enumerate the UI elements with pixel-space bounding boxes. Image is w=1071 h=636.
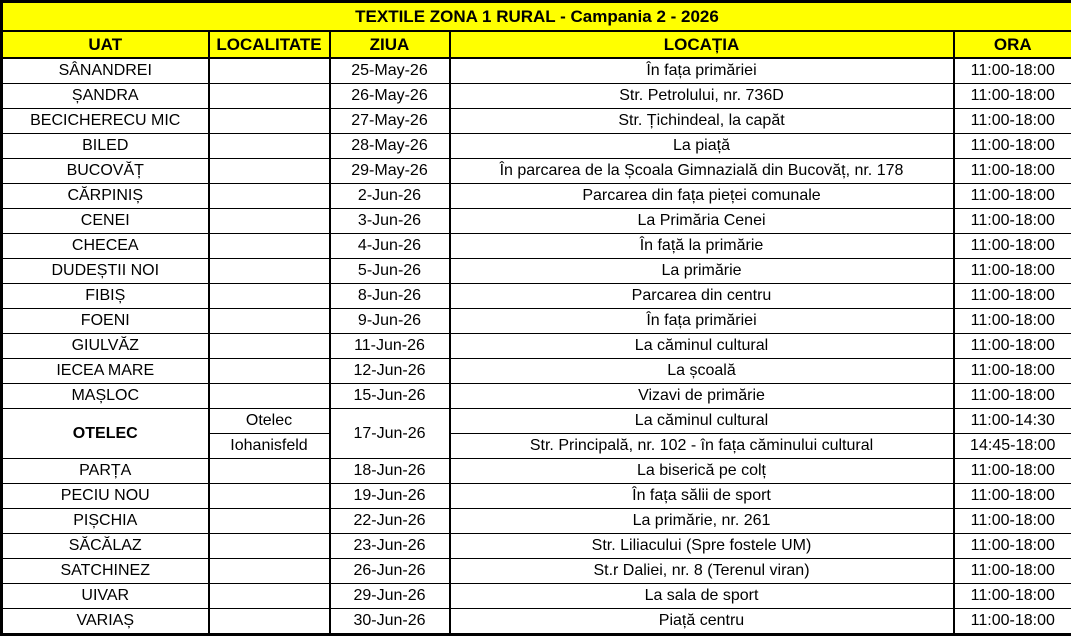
locatia-cell: La sala de sport xyxy=(450,584,954,609)
uat-cell: CHECEA xyxy=(2,234,209,259)
ziua-cell: 29-Jun-26 xyxy=(330,584,450,609)
ora-cell: 11:00-18:00 xyxy=(954,309,1071,334)
localitate-cell xyxy=(209,259,330,284)
localitate-cell xyxy=(209,384,330,409)
locatia-cell: Piață centru xyxy=(450,609,954,635)
locatia-cell: La căminul cultural xyxy=(450,409,954,434)
ziua-cell: 3-Jun-26 xyxy=(330,209,450,234)
locatia-cell: În fața primăriei xyxy=(450,58,954,84)
locatia-cell: În față la primărie xyxy=(450,234,954,259)
uat-cell: SÂNANDREI xyxy=(2,58,209,84)
localitate-cell xyxy=(209,534,330,559)
table-row xyxy=(2,159,1071,184)
table-body xyxy=(2,58,1071,635)
title-row xyxy=(2,2,1071,32)
table-row xyxy=(2,609,1071,635)
table-row xyxy=(2,534,1071,559)
localitate-cell xyxy=(209,84,330,109)
table-row xyxy=(2,484,1071,509)
ziua-cell: 22-Jun-26 xyxy=(330,509,450,534)
table-row xyxy=(2,284,1071,309)
table-row xyxy=(2,234,1071,259)
localitate-cell: Iohanisfeld xyxy=(209,434,330,459)
ziua-cell: 17-Jun-26 xyxy=(330,409,450,459)
locatia-cell: În fața primăriei xyxy=(450,309,954,334)
table-row xyxy=(2,384,1071,409)
ora-cell: 11:00-18:00 xyxy=(954,534,1071,559)
locatia-cell: Vizavi de primărie xyxy=(450,384,954,409)
ora-cell: 11:00-18:00 xyxy=(954,259,1071,284)
ziua-cell: 12-Jun-26 xyxy=(330,359,450,384)
locatia-cell: St.r Daliei, nr. 8 (Terenul viran) xyxy=(450,559,954,584)
localitate-cell xyxy=(209,134,330,159)
localitate-cell xyxy=(209,584,330,609)
ora-cell: 11:00-18:00 xyxy=(954,134,1071,159)
ziua-cell: 29-May-26 xyxy=(330,159,450,184)
locatia-cell: La primărie xyxy=(450,259,954,284)
ora-cell: 11:00-14:30 xyxy=(954,409,1071,434)
ziua-cell: 28-May-26 xyxy=(330,134,450,159)
ora-cell: 11:00-18:00 xyxy=(954,184,1071,209)
uat-cell: MAȘLOC xyxy=(2,384,209,409)
uat-cell: SATCHINEZ xyxy=(2,559,209,584)
locatia-cell: Str. Petrolului, nr. 736D xyxy=(450,84,954,109)
ziua-cell: 27-May-26 xyxy=(330,109,450,134)
table-row xyxy=(2,409,1071,434)
uat-cell: FOENI xyxy=(2,309,209,334)
localitate-cell xyxy=(209,58,330,84)
locatia-cell: Str. Principală, nr. 102 - în fața căminului cultural xyxy=(450,434,954,459)
locatia-cell: În parcarea de la Școala Gimnazială din Bucovăț, nr. 178 xyxy=(450,159,954,184)
ziua-cell: 30-Jun-26 xyxy=(330,609,450,635)
localitate-cell xyxy=(209,609,330,635)
localitate-cell xyxy=(209,559,330,584)
locatia-cell: În fața sălii de sport xyxy=(450,484,954,509)
uat-cell: OTELEC xyxy=(2,409,209,459)
ziua-cell: 26-May-26 xyxy=(330,84,450,109)
localitate-cell xyxy=(209,334,330,359)
ziua-cell: 19-Jun-26 xyxy=(330,484,450,509)
table-row xyxy=(2,584,1071,609)
ora-cell: 11:00-18:00 xyxy=(954,159,1071,184)
localitate-cell xyxy=(209,359,330,384)
uat-cell: GIULVĂZ xyxy=(2,334,209,359)
column-header-locatia: LOCAȚIA xyxy=(450,31,954,58)
locatia-cell: Parcarea din fața pieței comunale xyxy=(450,184,954,209)
ziua-cell: 2-Jun-26 xyxy=(330,184,450,209)
uat-cell: BUCOVĂȚ xyxy=(2,159,209,184)
column-header-localitate: LOCALITATE xyxy=(209,31,330,58)
uat-cell: FIBIȘ xyxy=(2,284,209,309)
page-title: TEXTILE ZONA 1 RURAL - Campania 2 - 2026 xyxy=(2,2,1071,32)
uat-cell: BILED xyxy=(2,134,209,159)
ziua-cell: 15-Jun-26 xyxy=(330,384,450,409)
locatia-cell: La școală xyxy=(450,359,954,384)
localitate-cell xyxy=(209,459,330,484)
uat-cell: DUDEȘTII NOI xyxy=(2,259,209,284)
uat-cell: UIVAR xyxy=(2,584,209,609)
table-row xyxy=(2,309,1071,334)
ziua-cell: 5-Jun-26 xyxy=(330,259,450,284)
localitate-cell xyxy=(209,234,330,259)
table-row xyxy=(2,509,1071,534)
ora-cell: 11:00-18:00 xyxy=(954,384,1071,409)
table-row xyxy=(2,359,1071,384)
localitate-cell xyxy=(209,284,330,309)
localitate-cell xyxy=(209,509,330,534)
locatia-cell: Str. Țichindeal, la capăt xyxy=(450,109,954,134)
locatia-cell: La primărie, nr. 261 xyxy=(450,509,954,534)
ziua-cell: 9-Jun-26 xyxy=(330,309,450,334)
table-row xyxy=(2,58,1071,84)
ora-cell: 11:00-18:00 xyxy=(954,359,1071,384)
ora-cell: 11:00-18:00 xyxy=(954,109,1071,134)
ora-cell: 11:00-18:00 xyxy=(954,609,1071,635)
ziua-cell: 18-Jun-26 xyxy=(330,459,450,484)
column-header-row xyxy=(2,31,1071,58)
locatia-cell: La căminul cultural xyxy=(450,334,954,359)
ora-cell: 11:00-18:00 xyxy=(954,284,1071,309)
localitate-cell xyxy=(209,184,330,209)
ziua-cell: 8-Jun-26 xyxy=(330,284,450,309)
table-row xyxy=(2,459,1071,484)
column-header-ora: ORA xyxy=(954,31,1071,58)
uat-cell: IECEA MARE xyxy=(2,359,209,384)
localitate-cell xyxy=(209,309,330,334)
uat-cell: SĂCĂLAZ xyxy=(2,534,209,559)
ora-cell: 11:00-18:00 xyxy=(954,234,1071,259)
ziua-cell: 23-Jun-26 xyxy=(330,534,450,559)
table-row xyxy=(2,134,1071,159)
locatia-cell: La Primăria Cenei xyxy=(450,209,954,234)
table-row xyxy=(2,334,1071,359)
locatia-cell: La piață xyxy=(450,134,954,159)
table-row xyxy=(2,109,1071,134)
table-row xyxy=(2,184,1071,209)
ziua-cell: 25-May-26 xyxy=(330,58,450,84)
ora-cell: 11:00-18:00 xyxy=(954,58,1071,84)
localitate-cell xyxy=(209,209,330,234)
table-row xyxy=(2,84,1071,109)
locatia-cell: Str. Liliacului (Spre fostele UM) xyxy=(450,534,954,559)
localitate-cell: Otelec xyxy=(209,409,330,434)
ora-cell: 11:00-18:00 xyxy=(954,509,1071,534)
uat-cell: CENEI xyxy=(2,209,209,234)
uat-cell: PECIU NOU xyxy=(2,484,209,509)
uat-cell: VARIAȘ xyxy=(2,609,209,635)
ora-cell: 11:00-18:00 xyxy=(954,84,1071,109)
ora-cell: 14:45-18:00 xyxy=(954,434,1071,459)
ora-cell: 11:00-18:00 xyxy=(954,584,1071,609)
localitate-cell xyxy=(209,484,330,509)
locatia-cell: La biserică pe colț xyxy=(450,459,954,484)
ora-cell: 11:00-18:00 xyxy=(954,209,1071,234)
table-row xyxy=(2,559,1071,584)
table-row xyxy=(2,209,1071,234)
localitate-cell xyxy=(209,109,330,134)
uat-cell: PIȘCHIA xyxy=(2,509,209,534)
ziua-cell: 4-Jun-26 xyxy=(330,234,450,259)
uat-cell: PARȚA xyxy=(2,459,209,484)
ziua-cell: 26-Jun-26 xyxy=(330,559,450,584)
uat-cell: ȘANDRA xyxy=(2,84,209,109)
column-header-ziua: ZIUA xyxy=(330,31,450,58)
ora-cell: 11:00-18:00 xyxy=(954,559,1071,584)
column-header-uat: UAT xyxy=(2,31,209,58)
localitate-cell xyxy=(209,159,330,184)
uat-cell: CĂRPINIȘ xyxy=(2,184,209,209)
locatia-cell: Parcarea din centru xyxy=(450,284,954,309)
uat-cell: BECICHERECU MIC xyxy=(2,109,209,134)
ora-cell: 11:00-18:00 xyxy=(954,334,1071,359)
ziua-cell: 11-Jun-26 xyxy=(330,334,450,359)
ora-cell: 11:00-18:00 xyxy=(954,459,1071,484)
ora-cell: 11:00-18:00 xyxy=(954,484,1071,509)
table-row xyxy=(2,259,1071,284)
